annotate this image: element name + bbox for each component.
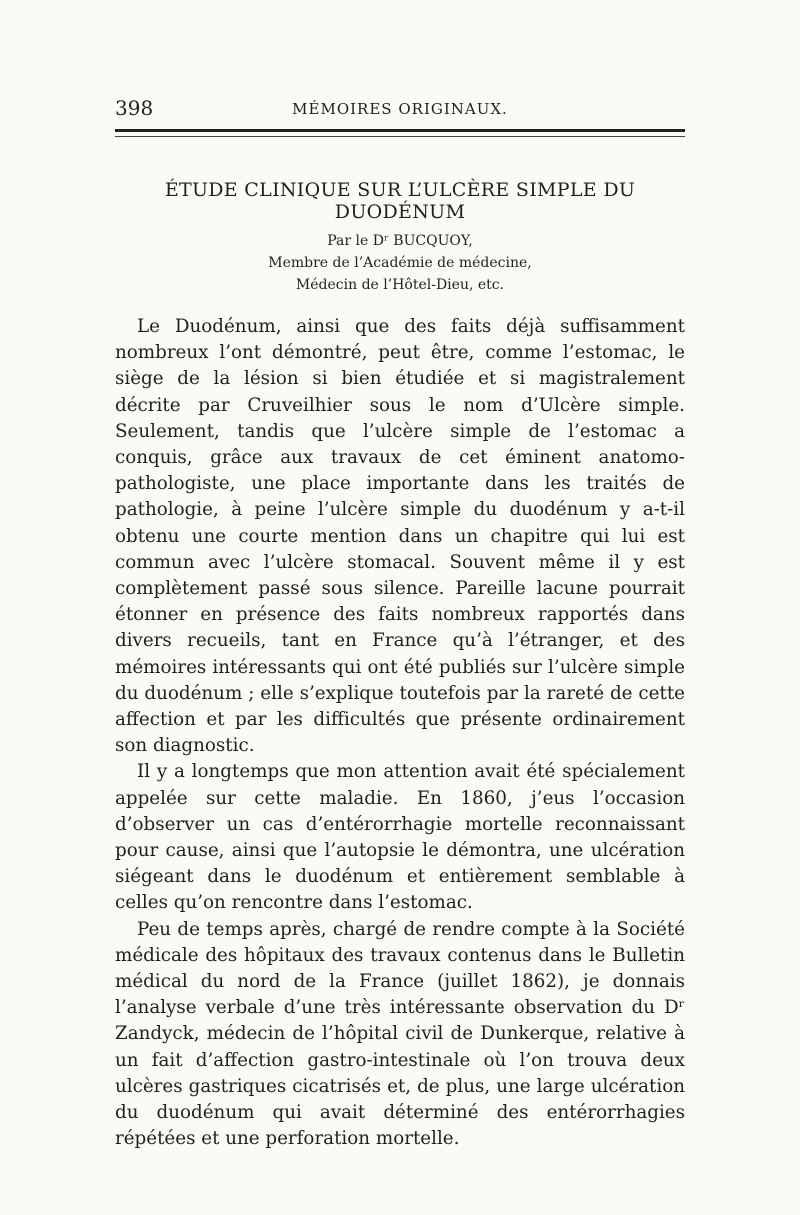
running-head bbox=[115, 96, 685, 126]
paragraph-3: Peu de temps après, chargé de rendre compte à la Société médicale des hôpitaux des travaux contenus dans le Bulletin médical du nord de la France (juillet 1862), je donnais l’analyse verbale d’une très intéressante observation du Dʳ Zandyck, médecin de l’hôpital civil de Dunkerque, relative à un fait d’affection gastro-intestinale où l’on trouva deux ulcères gastriques cicatrisés et, de plus, une large ulcération du duodénum qui avait déterminé des entérorrhagies répétées et une perforation mortelle. bbox=[115, 918, 685, 1150]
header-rule-thick bbox=[115, 129, 685, 132]
article-body bbox=[115, 314, 685, 1153]
running-title: MÉMOIRES ORIGINAUX. bbox=[292, 100, 508, 118]
header-rule-thin bbox=[115, 136, 685, 137]
byline bbox=[115, 230, 685, 296]
page-number: 398 bbox=[115, 96, 154, 120]
article-title: ÉTUDE CLINIQUE SUR L’ULCÈRE SIMPLE DU DUODÉNUM bbox=[164, 179, 636, 223]
byline-position: Médecin de l’Hôtel-Dieu, etc. bbox=[295, 277, 505, 293]
paragraph-2: Il y a longtemps que mon attention avait été spécialement appelée sur cette maladie. En 1860, j’eus l’occasion d’observer un cas d’entérorrhagie mortelle reconnaissant pour cause, ainsi que l’autopsie le démontra, une ulcération siégeant dans le duodénum et entièrement semblable à celles qu’on rencontre dans l’estomac. bbox=[115, 761, 685, 914]
byline-author: Par le Dʳ BUCQUOY, bbox=[327, 233, 473, 249]
paragraph-1: Le Duodénum, ainsi que des faits déjà suffisamment nombreux l’ont démontré, peut être, comme l’estomac, le siège de la lésion si bien étudiée et si magistralement décrite par Cruveilhier sous le nom d’Ulcère simple. Seulement, tandis que l’ulcère simple de l’estomac a conquis, grâce aux travaux de cet éminent anatomo-pathologiste, une place importante dans les traités de pathologie, à peine l’ulcère simple du duodénum y a-t-il obtenu une courte mention dans un chapitre qui lui est commun avec l’ulcère stomacal. Souvent même il y est complètement passé sous silence. Pareille lacune pourrait étonner en présence des faits nombreux rapportés dans divers recueils, tant en France qu’à l’étranger, et des mémoires intéressants qui ont été publiés sur l’ulcère simple du duodénum ; elle s’explique toutefois par la rareté de cette affection et par les difficultés que présente ordinairement son diagnostic. bbox=[115, 316, 685, 757]
byline-membership: Membre de l’Académie de médecine, bbox=[268, 255, 532, 271]
